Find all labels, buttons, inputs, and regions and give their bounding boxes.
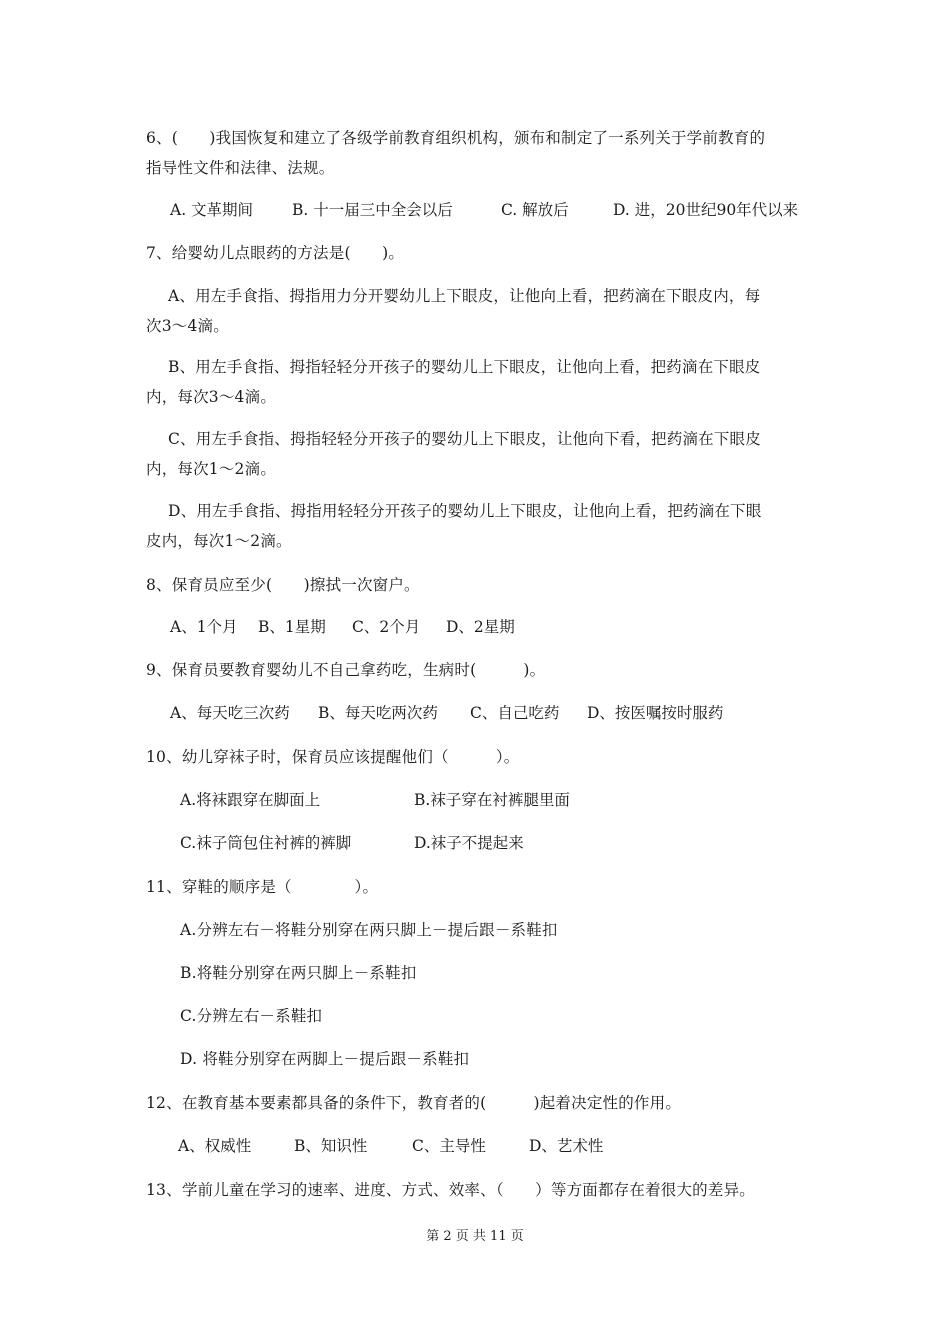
q10-option-a: A.将袜跟穿在脚面上 <box>180 791 321 809</box>
q9-option-c: C、自己吃药 <box>470 704 560 722</box>
q10-option-c: C.袜子筒包住衬裤的裤脚 <box>180 834 352 852</box>
q7-option-b-line1: B、用左手食指、拇指轻轻分开孩子的婴幼儿上下眼皮，让他向上看，把药滴在下眼皮 <box>168 358 761 376</box>
q12-option-b: B、知识性 <box>294 1137 368 1155</box>
q11-option-a: A.分辨左右－将鞋分别穿在两只脚上－提后跟－系鞋扣 <box>180 921 558 939</box>
q12-option-c: C、主导性 <box>412 1137 486 1155</box>
q12-stem: 12、在教育基本要素都具备的条件下，教育者的( )起着决定性的作用。 <box>146 1094 682 1112</box>
q6-option-a: A. 文革期间 <box>170 201 254 219</box>
q6-option-c: C. 解放后 <box>501 201 569 219</box>
q6-option-d: D. 进，20世纪90年代以来 <box>613 201 799 219</box>
q9-stem: 9、保育员要教育婴幼儿不自己拿药吃，生病时( )。 <box>146 661 546 679</box>
q8-option-c: C、2个月 <box>352 618 421 636</box>
q12-option-d: D、艺术性 <box>529 1137 604 1155</box>
q7-option-c-line2: 内，每次1～2滴。 <box>146 460 277 478</box>
q7-option-c-line1: C、用左手食指、拇指轻轻分开孩子的婴幼儿上下眼皮，让他向下看，把药滴在下眼皮 <box>168 430 761 448</box>
q9-option-d: D、按医嘱按时服药 <box>587 704 724 722</box>
q6-stem-line1: 6、( )我国恢复和建立了各级学前教育组织机构，颁布和制定了一系列关于学前教育的 <box>146 129 766 147</box>
q7-option-a-line1: A、用左手食指、拇指用力分开婴幼儿上下眼皮，让他向上看，把药滴在下眼皮内，每 <box>168 287 761 305</box>
q11-stem: 11、穿鞋的顺序是（ ）。 <box>146 878 379 896</box>
q7-option-d-line2: 皮内，每次1～2滴。 <box>146 532 292 550</box>
q7-stem: 7、给婴幼儿点眼药的方法是( )。 <box>146 244 405 262</box>
q8-option-d: D、2星期 <box>446 618 515 636</box>
q11-option-b: B.将鞋分别穿在两只脚上－系鞋扣 <box>180 964 417 982</box>
q13-stem: 13、学前儿童在学习的速率、进度、方式、效率、（ ）等方面都存在着很大的差异。 <box>146 1181 755 1199</box>
q6-option-b: B. 十一届三中全会以后 <box>292 201 453 219</box>
q10-option-d: D.袜子不提起来 <box>414 834 524 852</box>
q10-option-b: B.袜子穿在衬裤腿里面 <box>414 791 570 809</box>
q7-option-a-line2: 次3～4滴。 <box>146 317 229 335</box>
q10-stem: 10、幼儿穿袜子时，保育员应该提醒他们（ ）。 <box>146 748 520 766</box>
q9-option-a: A、每天吃三次药 <box>170 704 290 722</box>
q7-option-d-line1: D、用左手食指、拇指用轻轻分开孩子的婴幼儿上下眼皮，让他向上看，把药滴在下眼 <box>168 502 762 520</box>
q7-option-b-line2: 内，每次3～4滴。 <box>146 388 277 406</box>
page-footer: 第 2 页 共 11 页 <box>426 1229 524 1244</box>
q11-option-d: D. 将鞋分别穿在两脚上－提后跟－系鞋扣 <box>180 1050 470 1068</box>
q11-option-c: C.分辨左右－系鞋扣 <box>180 1007 323 1025</box>
q6-stem-line2: 指导性文件和法律、法规。 <box>146 159 335 177</box>
q8-stem: 8、保育员应至少( )擦拭一次窗户。 <box>146 576 420 594</box>
q8-option-b: B、1星期 <box>258 618 326 636</box>
q9-option-b: B、每天吃两次药 <box>318 704 438 722</box>
q8-option-a: A、1个月 <box>170 618 238 636</box>
q12-option-a: A、权威性 <box>178 1137 252 1155</box>
